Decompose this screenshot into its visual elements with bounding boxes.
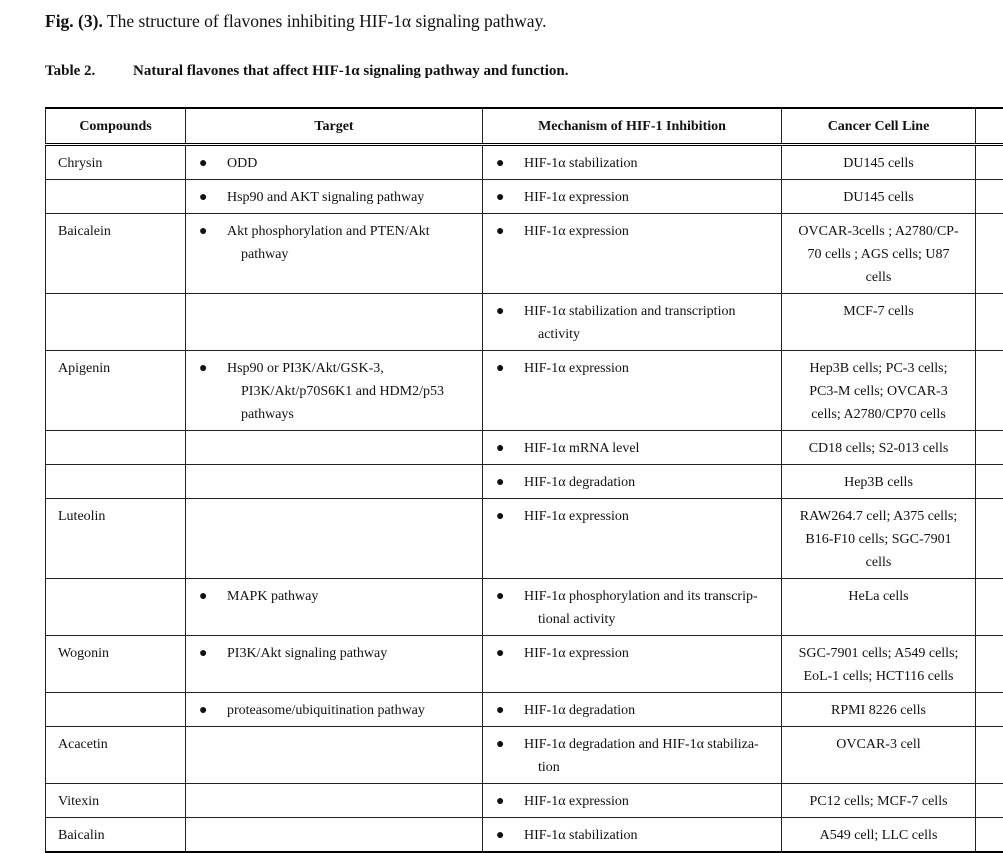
bullet-icon: ●	[496, 225, 504, 239]
target-cell	[186, 784, 483, 818]
cell-line-cell	[782, 784, 976, 818]
mechanism-cell	[483, 145, 782, 180]
cell-line-text-line: B16-F10 cells; SGC-7901	[788, 528, 969, 551]
mechanism-text-line: HIF-1α degradation	[524, 699, 773, 722]
table-body	[46, 145, 1003, 853]
bullet-icon: ●	[496, 738, 504, 752]
mechanism-text-line: tional activity	[524, 608, 773, 631]
cell-line-cell	[782, 145, 976, 180]
compound-cell	[46, 579, 186, 636]
compound-cell: Chrysin	[46, 145, 186, 180]
table-row	[46, 693, 1003, 727]
cell-line-cell	[782, 579, 976, 636]
extra-column-cell	[976, 636, 1003, 693]
bullet-icon: ●	[496, 795, 504, 809]
mechanism-cell	[483, 431, 782, 465]
mechanism-text-line: HIF-1α stabilization	[524, 152, 773, 175]
cell-line-text-line: OVCAR-3 cell	[788, 733, 969, 756]
target-cell	[186, 465, 483, 499]
header-extra-column	[976, 108, 1003, 145]
target-cell	[186, 351, 483, 431]
mechanism-text-line: HIF-1α degradation	[524, 471, 773, 494]
mechanism-text-line: HIF-1α expression	[524, 186, 773, 209]
table-row	[46, 180, 1003, 214]
target-cell	[186, 727, 483, 784]
bullet-icon: ●	[199, 704, 207, 718]
compound-cell: Acacetin	[46, 727, 186, 784]
mechanism-text-line: HIF-1α stabilization and transcription	[524, 300, 773, 323]
target-cell	[186, 499, 483, 579]
target-text-line: PI3K/Akt signaling pathway	[227, 642, 474, 665]
table-row	[46, 579, 1003, 636]
cell-line-cell	[782, 727, 976, 784]
target-cell	[186, 579, 483, 636]
cell-line-text-line: OVCAR-3cells ; A2780/CP-	[788, 220, 969, 243]
mechanism-cell	[483, 784, 782, 818]
extra-column-cell	[976, 431, 1003, 465]
bullet-icon: ●	[496, 305, 504, 319]
table-number: Table 2.	[45, 63, 133, 80]
compound-cell: Vitexin	[46, 784, 186, 818]
bullet-icon: ●	[199, 157, 207, 171]
table-row	[46, 351, 1003, 431]
table-row	[46, 145, 1003, 180]
bullet-icon: ●	[496, 647, 504, 661]
figure-caption-text: The structure of flavones inhibiting HIF-1α signaling pathway.	[107, 11, 547, 31]
mechanism-cell	[483, 351, 782, 431]
bullet-icon: ●	[496, 510, 504, 524]
mechanism-text-line: HIF-1α expression	[524, 642, 773, 665]
cell-line-text-line: HeLa cells	[788, 585, 969, 608]
extra-column-cell	[976, 579, 1003, 636]
bullet-icon: ●	[199, 225, 207, 239]
extra-column-cell	[976, 465, 1003, 499]
bullet-icon: ●	[199, 191, 207, 205]
extra-column-cell	[976, 214, 1003, 294]
extra-column-cell	[976, 351, 1003, 431]
cell-line-text-line: CD18 cells; S2-013 cells	[788, 437, 969, 460]
bullet-icon: ●	[199, 590, 207, 604]
target-cell	[186, 145, 483, 180]
flavones-table	[45, 107, 1003, 853]
bullet-icon: ●	[496, 829, 504, 843]
header-compounds: Compounds	[46, 108, 186, 145]
cell-line-text-line: cells	[788, 266, 969, 289]
mechanism-text-line: HIF-1α expression	[524, 220, 773, 243]
table-row	[46, 818, 1003, 853]
cell-line-text-line: RPMI 8226 cells	[788, 699, 969, 722]
mechanism-cell	[483, 499, 782, 579]
mechanism-cell	[483, 180, 782, 214]
target-text-line: PI3K/Akt/p70S6K1 and HDM2/p53	[227, 380, 474, 403]
compound-cell: Baicalin	[46, 818, 186, 853]
target-text-line: proteasome/ubiquitination pathway	[227, 699, 474, 722]
target-text-line: ODD	[227, 152, 474, 175]
header-cell-line: Cancer Cell Line	[782, 108, 976, 145]
target-text-line: Akt phosphorylation and PTEN/Akt	[227, 220, 474, 243]
cell-line-cell	[782, 351, 976, 431]
mechanism-cell	[483, 727, 782, 784]
cell-line-cell	[782, 294, 976, 351]
cell-line-cell	[782, 431, 976, 465]
mechanism-text-line: HIF-1α stabilization	[524, 824, 773, 847]
table-row	[46, 727, 1003, 784]
target-text-line: MAPK pathway	[227, 585, 474, 608]
cell-line-cell	[782, 636, 976, 693]
cell-line-text-line: DU145 cells	[788, 186, 969, 209]
cell-line-text-line: PC12 cells; MCF-7 cells	[788, 790, 969, 813]
table-row	[46, 294, 1003, 351]
header-target: Target	[186, 108, 483, 145]
bullet-icon: ●	[496, 191, 504, 205]
extra-column-cell	[976, 180, 1003, 214]
table-header-row	[46, 108, 1003, 145]
extra-column-cell	[976, 784, 1003, 818]
table-row	[46, 465, 1003, 499]
target-text-line: Hsp90 or PI3K/Akt/GSK-3,	[227, 357, 474, 380]
extra-column-cell	[976, 727, 1003, 784]
cell-line-cell	[782, 465, 976, 499]
header-mechanism: Mechanism of HIF-1 Inhibition	[483, 108, 782, 145]
extra-column-cell	[976, 693, 1003, 727]
mechanism-cell	[483, 693, 782, 727]
mechanism-cell	[483, 294, 782, 351]
target-cell	[186, 294, 483, 351]
table-title: Natural flavones that affect HIF-1α signaling pathway and function.	[133, 63, 568, 79]
target-cell	[186, 180, 483, 214]
compound-cell: Luteolin	[46, 499, 186, 579]
figure-label: Fig. (3).	[45, 11, 103, 31]
cell-line-cell	[782, 180, 976, 214]
extra-column-cell	[976, 145, 1003, 180]
figure-caption	[45, 11, 547, 32]
table-row	[46, 784, 1003, 818]
target-cell	[186, 818, 483, 853]
table-row	[46, 636, 1003, 693]
cell-line-text-line: cells; A2780/CP70 cells	[788, 403, 969, 426]
compound-cell	[46, 693, 186, 727]
cell-line-text-line: RAW264.7 cell; A375 cells;	[788, 505, 969, 528]
target-text-line: Hsp90 and AKT signaling pathway	[227, 186, 474, 209]
mechanism-text-line: HIF-1α mRNA level	[524, 437, 773, 460]
cell-line-text-line: Hep3B cells	[788, 471, 969, 494]
cell-line-text-line: MCF-7 cells	[788, 300, 969, 323]
table-row	[46, 431, 1003, 465]
cell-line-text-line: cells	[788, 551, 969, 574]
table-caption	[45, 63, 568, 80]
mechanism-text-line: HIF-1α expression	[524, 790, 773, 813]
compound-cell	[46, 431, 186, 465]
bullet-icon: ●	[496, 704, 504, 718]
mechanism-cell	[483, 214, 782, 294]
mechanism-cell	[483, 818, 782, 853]
target-text-line: pathway	[227, 243, 474, 266]
cell-line-cell	[782, 214, 976, 294]
bullet-icon: ●	[496, 362, 504, 376]
extra-column-cell	[976, 499, 1003, 579]
mechanism-text-line: activity	[524, 323, 773, 346]
bullet-icon: ●	[496, 157, 504, 171]
compound-cell	[46, 294, 186, 351]
cell-line-text-line: PC3-M cells; OVCAR-3	[788, 380, 969, 403]
compound-cell	[46, 180, 186, 214]
target-text-line: pathways	[227, 403, 474, 426]
target-cell	[186, 214, 483, 294]
extra-column-cell	[976, 818, 1003, 853]
target-cell	[186, 636, 483, 693]
compound-cell: Baicalein	[46, 214, 186, 294]
table-row	[46, 499, 1003, 579]
mechanism-cell	[483, 636, 782, 693]
extra-column-cell	[976, 294, 1003, 351]
cell-line-text-line: A549 cell; LLC cells	[788, 824, 969, 847]
cell-line-text-line: SGC-7901 cells; A549 cells;	[788, 642, 969, 665]
mechanism-cell	[483, 465, 782, 499]
cell-line-text-line: 70 cells ; AGS cells; U87	[788, 243, 969, 266]
table-row	[46, 214, 1003, 294]
cell-line-cell	[782, 499, 976, 579]
bullet-icon: ●	[199, 362, 207, 376]
compound-cell: Apigenin	[46, 351, 186, 431]
compound-cell	[46, 465, 186, 499]
cell-line-cell	[782, 818, 976, 853]
bullet-icon: ●	[496, 590, 504, 604]
compound-cell: Wogonin	[46, 636, 186, 693]
bullet-icon: ●	[496, 442, 504, 456]
cell-line-text-line: DU145 cells	[788, 152, 969, 175]
mechanism-text-line: tion	[524, 756, 773, 779]
bullet-icon: ●	[496, 476, 504, 490]
bullet-icon: ●	[199, 647, 207, 661]
mechanism-text-line: HIF-1α phosphorylation and its transcrip-	[524, 585, 773, 608]
mechanism-text-line: HIF-1α expression	[524, 357, 773, 380]
cell-line-cell	[782, 693, 976, 727]
cell-line-text-line: Hep3B cells; PC-3 cells;	[788, 357, 969, 380]
mechanism-text-line: HIF-1α expression	[524, 505, 773, 528]
cell-line-text-line: EoL-1 cells; HCT116 cells	[788, 665, 969, 688]
mechanism-cell	[483, 579, 782, 636]
target-cell	[186, 431, 483, 465]
mechanism-text-line: HIF-1α degradation and HIF-1α stabiliza-	[524, 733, 773, 756]
target-cell	[186, 693, 483, 727]
